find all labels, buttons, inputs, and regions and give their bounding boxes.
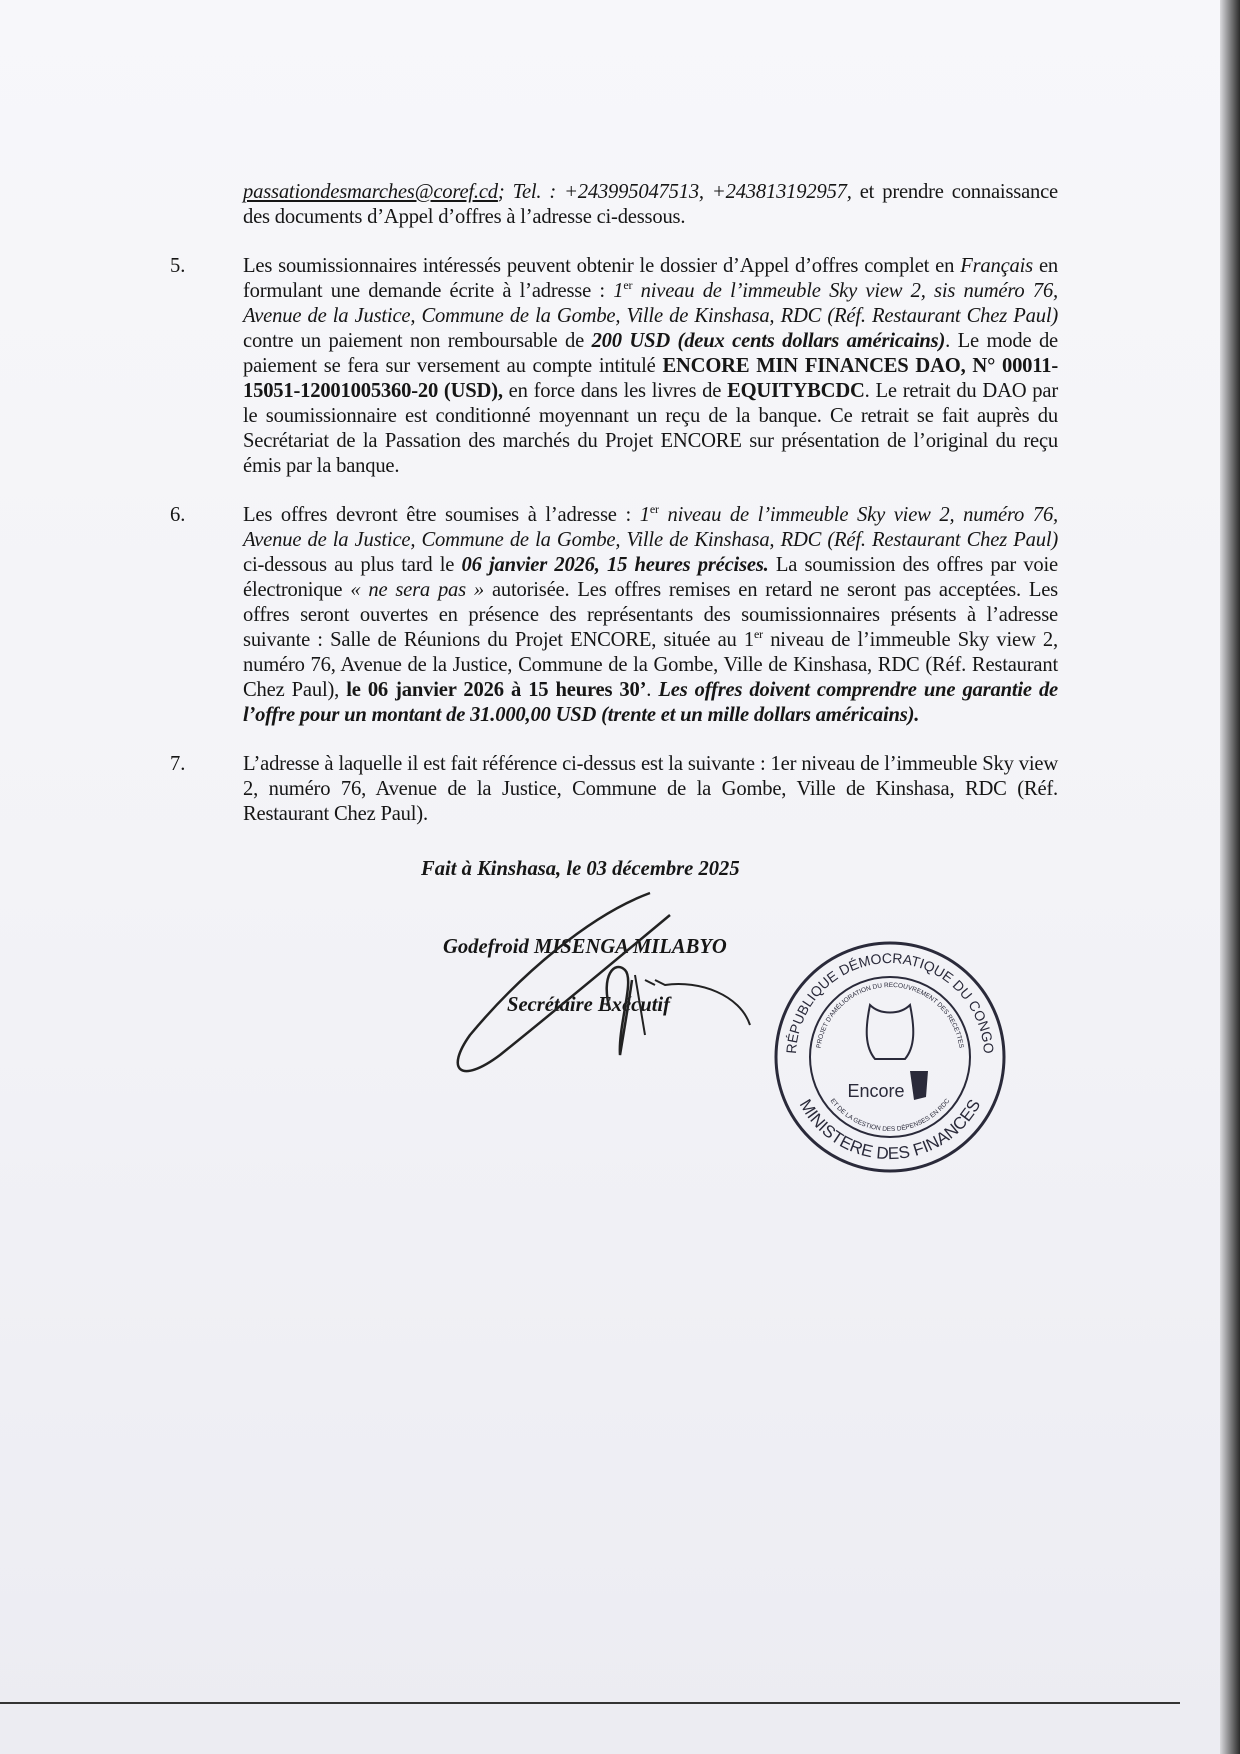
text-segment: 1: [639, 504, 650, 526]
text-segment: Les offres devront être soumises à l’adresse :: [243, 504, 640, 526]
text-segment: niveau de l’immeuble Sky view 2, numéro 76, Avenue de la Justice, Commune de la Gombe, Ville de Kinshasa, RDC (Réf. Restaurant Chez Paul): [243, 504, 1058, 551]
svg-text:ET DE LA GESTION DES DÉPENSES: [829, 1097, 952, 1133]
item-7: [170, 752, 1058, 827]
coat-of-arms-icon: [867, 1005, 914, 1059]
signature: [440, 885, 760, 1085]
text-segment: ENCORE MIN FINANCES DAO, N° 00011-15051-12001005360-20 (USD),: [243, 355, 1058, 402]
text-segment: le 06 janvier 2026 à 15 heures 30’: [346, 679, 647, 701]
map-icon: [910, 1071, 928, 1100]
intro-paragraph: [243, 180, 1058, 230]
item-5: [170, 254, 1058, 479]
signatory-title: Secrétaire Exécutif: [507, 994, 671, 1016]
item-number-7: 7.: [170, 753, 186, 775]
text-segment: Les offres doivent comprendre une garantie de l’offre pour un montant de 31.000,00 USD (trente et un mille dollars américains).: [243, 679, 1058, 726]
stamp-logo: Encore: [847, 1081, 905, 1101]
text-segment: er: [649, 502, 659, 517]
text-segment: . Le mode de paiement se fera sur versement au compte intitulé: [243, 330, 1059, 377]
svg-text:PROJET D'AMÉLIORATION DU RECOU: [816, 982, 965, 1049]
official-stamp: [770, 937, 1010, 1177]
text-segment: 200 USD (deux cents dollars américains): [591, 330, 946, 352]
text-segment: EQUITYBCDC: [727, 380, 865, 402]
scan-edge: [1220, 0, 1240, 1754]
text-segment: L’adresse à laquelle il est fait référence ci-dessus est la suivante : 1er niveau de l’immeuble Sky view 2, numéro 76, Avenue de la Justice, Commune de la Gombe, Ville de Kinshasa, RDC (Réf. Restaurant Chez Paul).: [243, 753, 1058, 825]
footer-rule: [0, 1702, 1180, 1704]
text-segment: Les soumissionnaires intéressés peuvent obtenir le dossier d’Appel d’offres complet en: [243, 255, 961, 277]
text-segment: La soumission des offres par voie électronique: [243, 554, 1058, 601]
item-6: [170, 503, 1058, 728]
document-body: [170, 180, 1058, 1187]
email-link[interactable]: passationdesmarches@coref.cd: [243, 181, 498, 203]
text-segment: autorisée. Les offres remises en retard ne seront pas acceptées. Les offres seront ouvertes en présence des représentants des soumissionnaires présents à l’adresse suivante : Salle de Réunions du Projet ENCORE, située au 1: [243, 579, 1058, 651]
text-segment: 06 janvier 2026, 15 heures précises.: [461, 554, 769, 576]
text-segment: .: [646, 679, 659, 701]
stamp-inner-bottom: ET DE LA GESTION DES DÉPENSES EN RDC: [828, 1097, 952, 1134]
place-date: Fait à Kinshasa, le 03 décembre 2025: [421, 858, 740, 880]
svg-text:RÉPUBLIQUE DÉMOCRATIQUE DU CON: [783, 950, 997, 1054]
text-segment: . Le retrait du DAO par le soumissionnaire est conditionné moyennant un reçu de la banque. Ce retrait se fait auprès du Secrétariat de la Passation des marchés du Projet ENCORE sur présentation de l’original du reçu émis par la banque.: [243, 380, 1058, 477]
text-segment: « ne sera pas »: [350, 579, 485, 601]
item-number-6: 6.: [170, 504, 186, 526]
stamp-outer-top: RÉPUBLIQUE DÉMOCRATIQUE DU CONGO: [782, 949, 998, 1055]
closing-block: [170, 857, 1058, 1187]
item-number-5: 5.: [170, 255, 186, 277]
item-5-paragraph: [243, 254, 1058, 479]
stamp-outer-bottom: MINISTERE DES FINANCES: [795, 1096, 985, 1164]
stamp-inner-top: PROJET D'AMÉLIORATION DU RECOUVREMENT DES RECETTES: [815, 982, 965, 1049]
text-segment: er: [754, 627, 763, 642]
text-segment: 1: [613, 280, 624, 302]
text-segment: ci-dessous au plus tard le: [243, 554, 462, 576]
item-7-paragraph: [243, 752, 1058, 827]
text-segment: en formulant une demande écrite à l’adresse :: [243, 255, 1058, 302]
text-segment: Français: [960, 255, 1033, 277]
text-segment: contre un paiement non remboursable de: [243, 330, 592, 352]
signatory-name: Godefroid MISENGA MILABYO: [443, 936, 727, 958]
text-segment: niveau de l’immeuble Sky view 2, sis numéro 76, Avenue de la Justice, Commune de la Gombe, Ville de Kinshasa, RDC (Réf. Restaurant Chez Paul): [243, 280, 1058, 327]
item-6-paragraph: [243, 503, 1058, 728]
text-segment: et prendre connaissance des documents d’Appel d’offres à l’adresse ci-dessous.: [243, 181, 1058, 228]
text-segment: ; Tel. : +243995047513, +243813192957,: [497, 181, 852, 203]
text-segment: en force dans les livres de: [502, 380, 728, 402]
text-segment: er: [623, 278, 633, 293]
text-segment: niveau de l’immeuble Sky view 2, numéro 76, Avenue de la Justice, Commune de la Gombe, Ville de Kinshasa, RDC (Réf. Restaurant Chez Paul),: [243, 629, 1058, 701]
